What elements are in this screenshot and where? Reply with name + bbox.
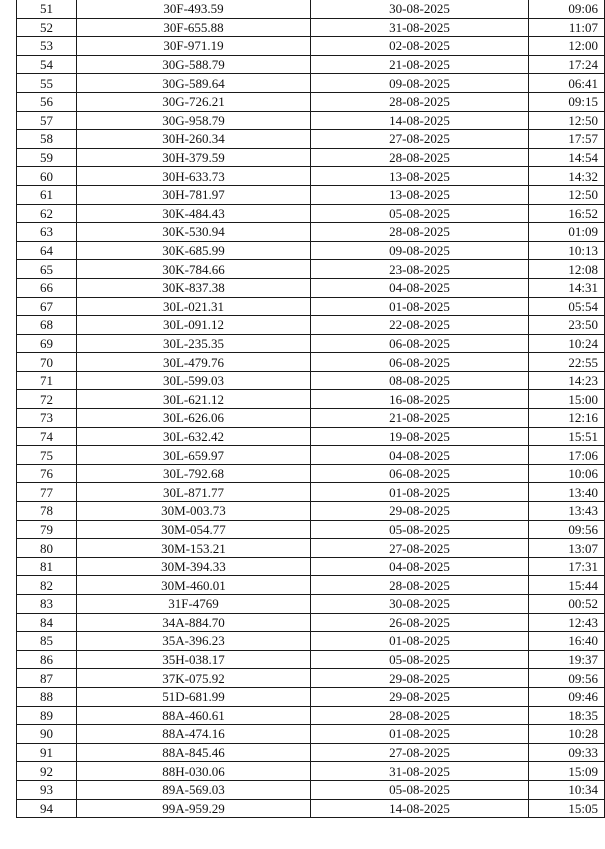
plate-number-cell: 30F-493.59 bbox=[77, 0, 311, 18]
plate-number-cell: 37K-075.92 bbox=[77, 669, 311, 688]
date-cell: 05-08-2025 bbox=[311, 204, 529, 223]
plate-number-cell: 30H-260.34 bbox=[77, 130, 311, 149]
table-row bbox=[17, 18, 605, 37]
row-number-cell: 55 bbox=[17, 74, 77, 93]
plate-number-cell: 88A-845.46 bbox=[77, 743, 311, 762]
date-cell: 29-08-2025 bbox=[311, 502, 529, 521]
time-cell: 06:41 bbox=[529, 74, 605, 93]
plate-number-cell: 30M-153.21 bbox=[77, 539, 311, 558]
table-row bbox=[17, 74, 605, 93]
row-number-cell: 94 bbox=[17, 799, 77, 818]
row-number-cell: 54 bbox=[17, 55, 77, 74]
time-cell: 09:56 bbox=[529, 669, 605, 688]
time-cell: 12:00 bbox=[529, 37, 605, 56]
table-row bbox=[17, 148, 605, 167]
plate-number-cell: 30L-871.77 bbox=[77, 483, 311, 502]
date-cell: 23-08-2025 bbox=[311, 260, 529, 279]
row-number-cell: 72 bbox=[17, 390, 77, 409]
row-number-cell: 60 bbox=[17, 167, 77, 186]
row-number-cell: 77 bbox=[17, 483, 77, 502]
date-cell: 31-08-2025 bbox=[311, 18, 529, 37]
date-cell: 31-08-2025 bbox=[311, 762, 529, 781]
time-cell: 15:00 bbox=[529, 390, 605, 409]
records-table bbox=[16, 0, 605, 818]
table-row bbox=[17, 167, 605, 186]
row-number-cell: 82 bbox=[17, 576, 77, 595]
plate-number-cell: 35A-396.23 bbox=[77, 632, 311, 651]
plate-number-cell: 30K-685.99 bbox=[77, 241, 311, 260]
table-row bbox=[17, 502, 605, 521]
date-cell: 05-08-2025 bbox=[311, 650, 529, 669]
row-number-cell: 74 bbox=[17, 427, 77, 446]
plate-number-cell: 88A-474.16 bbox=[77, 725, 311, 744]
row-number-cell: 76 bbox=[17, 464, 77, 483]
time-cell: 12:16 bbox=[529, 409, 605, 428]
date-cell: 14-08-2025 bbox=[311, 111, 529, 130]
date-cell: 21-08-2025 bbox=[311, 55, 529, 74]
plate-number-cell: 30H-379.59 bbox=[77, 148, 311, 167]
plate-number-cell: 30L-621.12 bbox=[77, 390, 311, 409]
plate-number-cell: 35H-038.17 bbox=[77, 650, 311, 669]
date-cell: 09-08-2025 bbox=[311, 74, 529, 93]
time-cell: 09:33 bbox=[529, 743, 605, 762]
date-cell: 27-08-2025 bbox=[311, 539, 529, 558]
time-cell: 10:34 bbox=[529, 780, 605, 799]
row-number-cell: 93 bbox=[17, 780, 77, 799]
time-cell: 17:31 bbox=[529, 557, 605, 576]
date-cell: 05-08-2025 bbox=[311, 520, 529, 539]
plate-number-cell: 34A-884.70 bbox=[77, 613, 311, 632]
date-cell: 01-08-2025 bbox=[311, 632, 529, 651]
plate-number-cell: 30G-589.64 bbox=[77, 74, 311, 93]
table-row bbox=[17, 55, 605, 74]
date-cell: 06-08-2025 bbox=[311, 334, 529, 353]
date-cell: 28-08-2025 bbox=[311, 92, 529, 111]
date-cell: 14-08-2025 bbox=[311, 799, 529, 818]
plate-number-cell: 30L-792.68 bbox=[77, 464, 311, 483]
time-cell: 14:23 bbox=[529, 371, 605, 390]
row-number-cell: 90 bbox=[17, 725, 77, 744]
row-number-cell: 68 bbox=[17, 316, 77, 335]
plate-number-cell: 30G-588.79 bbox=[77, 55, 311, 74]
date-cell: 22-08-2025 bbox=[311, 316, 529, 335]
time-cell: 22:55 bbox=[529, 353, 605, 372]
time-cell: 17:24 bbox=[529, 55, 605, 74]
time-cell: 10:06 bbox=[529, 464, 605, 483]
plate-number-cell: 30K-784.66 bbox=[77, 260, 311, 279]
plate-number-cell: 30M-003.73 bbox=[77, 502, 311, 521]
plate-number-cell: 30G-958.79 bbox=[77, 111, 311, 130]
time-cell: 16:40 bbox=[529, 632, 605, 651]
table-row bbox=[17, 743, 605, 762]
plate-number-cell: 30L-091.12 bbox=[77, 316, 311, 335]
date-cell: 26-08-2025 bbox=[311, 613, 529, 632]
date-cell: 28-08-2025 bbox=[311, 148, 529, 167]
row-number-cell: 79 bbox=[17, 520, 77, 539]
time-cell: 12:43 bbox=[529, 613, 605, 632]
table-row bbox=[17, 316, 605, 335]
row-number-cell: 65 bbox=[17, 260, 77, 279]
time-cell: 17:57 bbox=[529, 130, 605, 149]
row-number-cell: 75 bbox=[17, 446, 77, 465]
date-cell: 06-08-2025 bbox=[311, 464, 529, 483]
date-cell: 01-08-2025 bbox=[311, 297, 529, 316]
table-row bbox=[17, 390, 605, 409]
date-cell: 02-08-2025 bbox=[311, 37, 529, 56]
plate-number-cell: 30G-726.21 bbox=[77, 92, 311, 111]
plate-number-cell: 30M-460.01 bbox=[77, 576, 311, 595]
time-cell: 00:52 bbox=[529, 595, 605, 614]
time-cell: 12:50 bbox=[529, 111, 605, 130]
table-row bbox=[17, 632, 605, 651]
table-row bbox=[17, 799, 605, 818]
time-cell: 15:09 bbox=[529, 762, 605, 781]
plate-number-cell: 88A-460.61 bbox=[77, 706, 311, 725]
time-cell: 13:43 bbox=[529, 502, 605, 521]
table-row bbox=[17, 241, 605, 260]
table-row bbox=[17, 669, 605, 688]
time-cell: 14:54 bbox=[529, 148, 605, 167]
time-cell: 15:51 bbox=[529, 427, 605, 446]
time-cell: 16:52 bbox=[529, 204, 605, 223]
plate-number-cell: 30L-599.03 bbox=[77, 371, 311, 390]
row-number-cell: 64 bbox=[17, 241, 77, 260]
date-cell: 09-08-2025 bbox=[311, 241, 529, 260]
time-cell: 15:44 bbox=[529, 576, 605, 595]
time-cell: 12:08 bbox=[529, 260, 605, 279]
row-number-cell: 61 bbox=[17, 185, 77, 204]
table-row bbox=[17, 576, 605, 595]
table-row bbox=[17, 409, 605, 428]
row-number-cell: 67 bbox=[17, 297, 77, 316]
row-number-cell: 84 bbox=[17, 613, 77, 632]
row-number-cell: 57 bbox=[17, 111, 77, 130]
date-cell: 04-08-2025 bbox=[311, 557, 529, 576]
time-cell: 11:07 bbox=[529, 18, 605, 37]
date-cell: 27-08-2025 bbox=[311, 743, 529, 762]
plate-number-cell: 30K-530.94 bbox=[77, 223, 311, 242]
plate-number-cell: 30H-633.73 bbox=[77, 167, 311, 186]
row-number-cell: 69 bbox=[17, 334, 77, 353]
table-row bbox=[17, 520, 605, 539]
date-cell: 19-08-2025 bbox=[311, 427, 529, 446]
table-row bbox=[17, 0, 605, 18]
table-row bbox=[17, 557, 605, 576]
plate-number-cell: 31F-4769 bbox=[77, 595, 311, 614]
table-row bbox=[17, 706, 605, 725]
plate-number-cell: 30K-837.38 bbox=[77, 278, 311, 297]
table-row bbox=[17, 427, 605, 446]
date-cell: 13-08-2025 bbox=[311, 167, 529, 186]
time-cell: 13:07 bbox=[529, 539, 605, 558]
table-row bbox=[17, 260, 605, 279]
plate-number-cell: 30L-479.76 bbox=[77, 353, 311, 372]
date-cell: 29-08-2025 bbox=[311, 687, 529, 706]
date-cell: 28-08-2025 bbox=[311, 576, 529, 595]
time-cell: 12:50 bbox=[529, 185, 605, 204]
table-row bbox=[17, 130, 605, 149]
table-row bbox=[17, 595, 605, 614]
plate-number-cell: 99A-959.29 bbox=[77, 799, 311, 818]
date-cell: 21-08-2025 bbox=[311, 409, 529, 428]
plate-number-cell: 51D-681.99 bbox=[77, 687, 311, 706]
time-cell: 15:05 bbox=[529, 799, 605, 818]
date-cell: 28-08-2025 bbox=[311, 706, 529, 725]
row-number-cell: 71 bbox=[17, 371, 77, 390]
row-number-cell: 88 bbox=[17, 687, 77, 706]
row-number-cell: 56 bbox=[17, 92, 77, 111]
table-row bbox=[17, 92, 605, 111]
row-number-cell: 78 bbox=[17, 502, 77, 521]
plate-number-cell: 30K-484.43 bbox=[77, 204, 311, 223]
plate-number-cell: 89A-569.03 bbox=[77, 780, 311, 799]
time-cell: 09:06 bbox=[529, 0, 605, 18]
date-cell: 30-08-2025 bbox=[311, 0, 529, 18]
row-number-cell: 62 bbox=[17, 204, 77, 223]
time-cell: 19:37 bbox=[529, 650, 605, 669]
row-number-cell: 89 bbox=[17, 706, 77, 725]
row-number-cell: 92 bbox=[17, 762, 77, 781]
plate-number-cell: 88H-030.06 bbox=[77, 762, 311, 781]
date-cell: 01-08-2025 bbox=[311, 725, 529, 744]
plate-number-cell: 30M-054.77 bbox=[77, 520, 311, 539]
date-cell: 27-08-2025 bbox=[311, 130, 529, 149]
table-row bbox=[17, 334, 605, 353]
table-row bbox=[17, 687, 605, 706]
plate-number-cell: 30L-626.06 bbox=[77, 409, 311, 428]
date-cell: 05-08-2025 bbox=[311, 780, 529, 799]
row-number-cell: 85 bbox=[17, 632, 77, 651]
plate-number-cell: 30H-781.97 bbox=[77, 185, 311, 204]
plate-number-cell: 30L-632.42 bbox=[77, 427, 311, 446]
date-cell: 13-08-2025 bbox=[311, 185, 529, 204]
time-cell: 09:46 bbox=[529, 687, 605, 706]
row-number-cell: 59 bbox=[17, 148, 77, 167]
row-number-cell: 80 bbox=[17, 539, 77, 558]
row-number-cell: 66 bbox=[17, 278, 77, 297]
time-cell: 17:06 bbox=[529, 446, 605, 465]
row-number-cell: 83 bbox=[17, 595, 77, 614]
table-row bbox=[17, 539, 605, 558]
table-row bbox=[17, 464, 605, 483]
table-row bbox=[17, 725, 605, 744]
row-number-cell: 52 bbox=[17, 18, 77, 37]
plate-number-cell: 30M-394.33 bbox=[77, 557, 311, 576]
time-cell: 14:31 bbox=[529, 278, 605, 297]
plate-number-cell: 30L-659.97 bbox=[77, 446, 311, 465]
table-row bbox=[17, 111, 605, 130]
table-row bbox=[17, 37, 605, 56]
plate-number-cell: 30L-235.35 bbox=[77, 334, 311, 353]
table-row bbox=[17, 613, 605, 632]
row-number-cell: 58 bbox=[17, 130, 77, 149]
time-cell: 09:15 bbox=[529, 92, 605, 111]
row-number-cell: 53 bbox=[17, 37, 77, 56]
row-number-cell: 63 bbox=[17, 223, 77, 242]
time-cell: 10:24 bbox=[529, 334, 605, 353]
date-cell: 29-08-2025 bbox=[311, 669, 529, 688]
date-cell: 04-08-2025 bbox=[311, 446, 529, 465]
row-number-cell: 81 bbox=[17, 557, 77, 576]
plate-number-cell: 30F-971.19 bbox=[77, 37, 311, 56]
time-cell: 13:40 bbox=[529, 483, 605, 502]
table-row bbox=[17, 446, 605, 465]
plate-number-cell: 30F-655.88 bbox=[77, 18, 311, 37]
time-cell: 10:13 bbox=[529, 241, 605, 260]
table-row bbox=[17, 650, 605, 669]
date-cell: 30-08-2025 bbox=[311, 595, 529, 614]
table-row bbox=[17, 762, 605, 781]
table-row bbox=[17, 278, 605, 297]
table-row bbox=[17, 371, 605, 390]
row-number-cell: 86 bbox=[17, 650, 77, 669]
time-cell: 14:32 bbox=[529, 167, 605, 186]
table-row bbox=[17, 204, 605, 223]
time-cell: 05:54 bbox=[529, 297, 605, 316]
date-cell: 16-08-2025 bbox=[311, 390, 529, 409]
table-row bbox=[17, 483, 605, 502]
table-row bbox=[17, 780, 605, 799]
table-row bbox=[17, 185, 605, 204]
table-row bbox=[17, 223, 605, 242]
date-cell: 01-08-2025 bbox=[311, 483, 529, 502]
date-cell: 06-08-2025 bbox=[311, 353, 529, 372]
row-number-cell: 73 bbox=[17, 409, 77, 428]
time-cell: 23:50 bbox=[529, 316, 605, 335]
time-cell: 18:35 bbox=[529, 706, 605, 725]
row-number-cell: 51 bbox=[17, 0, 77, 18]
row-number-cell: 70 bbox=[17, 353, 77, 372]
row-number-cell: 91 bbox=[17, 743, 77, 762]
time-cell: 01:09 bbox=[529, 223, 605, 242]
row-number-cell: 87 bbox=[17, 669, 77, 688]
table-row bbox=[17, 353, 605, 372]
date-cell: 04-08-2025 bbox=[311, 278, 529, 297]
plate-number-cell: 30L-021.31 bbox=[77, 297, 311, 316]
date-cell: 08-08-2025 bbox=[311, 371, 529, 390]
time-cell: 10:28 bbox=[529, 725, 605, 744]
time-cell: 09:56 bbox=[529, 520, 605, 539]
table-row bbox=[17, 297, 605, 316]
date-cell: 28-08-2025 bbox=[311, 223, 529, 242]
records-table-body bbox=[17, 0, 605, 818]
